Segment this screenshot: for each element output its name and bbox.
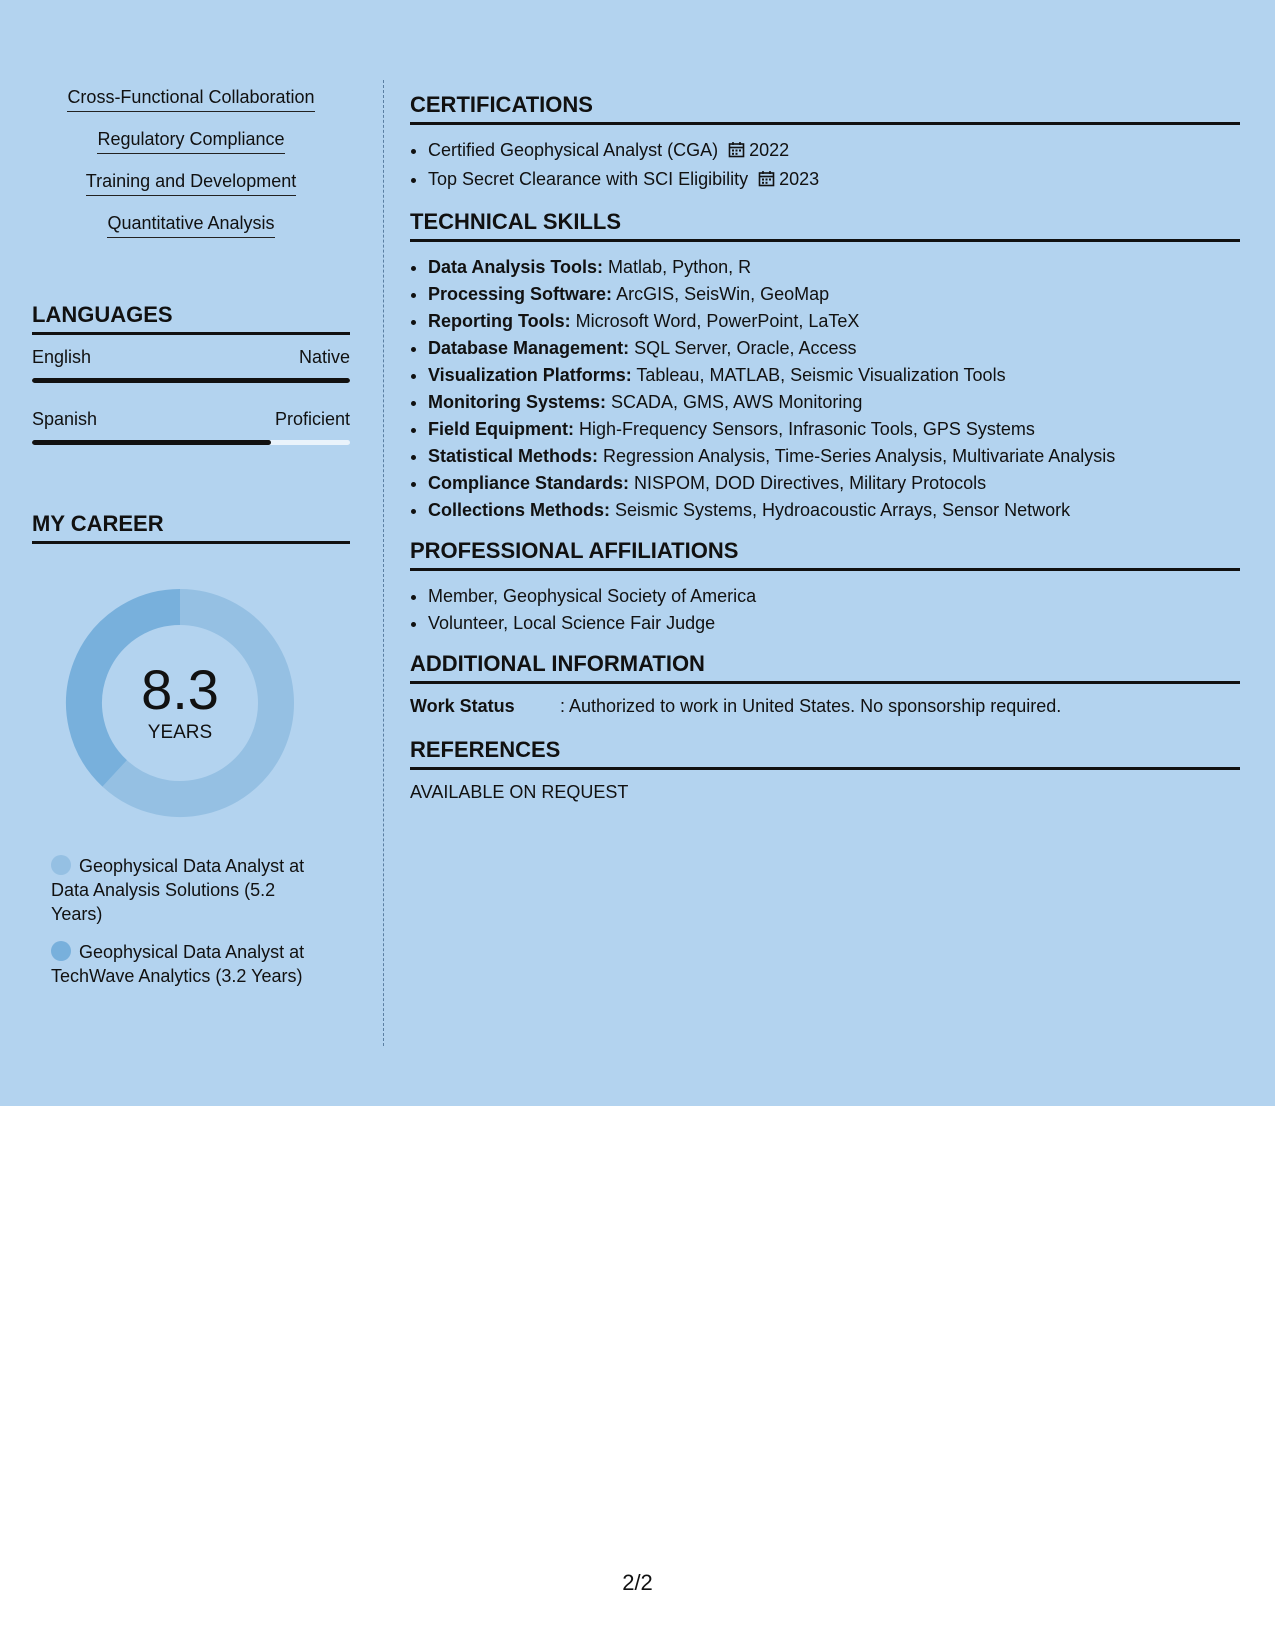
language-bar: [32, 440, 350, 445]
skill-label: Visualization Platforms:: [428, 365, 632, 385]
skill-label: Processing Software:: [428, 284, 613, 304]
affiliations-title: PROFESSIONAL AFFILIATIONS: [410, 538, 1240, 571]
list-item: [428, 362, 1240, 389]
language-name: Spanish: [32, 409, 98, 429]
list-item: [428, 254, 1240, 281]
skill-value: ArcGIS, SeisWin, GeoMap: [612, 284, 830, 304]
list-item: [428, 497, 1240, 524]
column-divider: [383, 80, 384, 1046]
skill-label: Monitoring Systems:: [428, 392, 607, 412]
technical-skills-section: [410, 209, 1240, 524]
skill-label: Field Equipment:: [428, 419, 574, 439]
legend-label: Geophysical Data Analyst at TechWave Analytics (3.2 Years): [51, 942, 305, 986]
list-item: [428, 281, 1240, 308]
list-item: [428, 416, 1240, 443]
list-item: [428, 166, 1240, 195]
skill-value: Microsoft Word, PowerPoint, LaTeX: [570, 311, 860, 331]
legend-dot: [51, 941, 71, 961]
list-item: • Volunteer, Local Science Fair Judge: [428, 610, 1240, 637]
technical-skills-title: TECHNICAL SKILLS: [410, 209, 1240, 242]
references-text: AVAILABLE ON REQUEST: [410, 782, 629, 802]
skill-tags: [32, 80, 350, 248]
career-title: MY CAREER: [32, 511, 350, 544]
calendar-icon: [728, 139, 745, 166]
work-status-value: : Authorized to work in United States. No sponsorship required.: [560, 696, 1062, 716]
language-bar: [32, 378, 350, 383]
list-item: [428, 308, 1240, 335]
career-donut: [65, 588, 295, 818]
skill-value: SQL Server, Oracle, Access: [629, 338, 857, 358]
list-item: [428, 335, 1240, 362]
languages-section: [32, 302, 350, 445]
references-title: REFERENCES: [410, 737, 1240, 770]
legend-label: Geophysical Data Analyst at Data Analysis Solutions (5.2 Years): [51, 856, 305, 924]
additional-info-title: ADDITIONAL INFORMATION: [410, 651, 1240, 684]
language-level: Native: [298, 347, 350, 367]
language-row: [32, 347, 350, 383]
skill-value: NISPOM, DOD Directives, Military Protocols: [629, 473, 987, 493]
legend-item: [51, 940, 331, 988]
skill-label: Database Management:: [428, 338, 630, 358]
list-item: [428, 389, 1240, 416]
legend-dot: [51, 855, 71, 875]
affiliations-section: [410, 538, 1240, 637]
list-item: • Member, Geophysical Society of America: [428, 583, 1240, 610]
left-column: [32, 80, 350, 1002]
skill-value: High-Frequency Sensors, Infrasonic Tools, GPS Systems: [574, 419, 1035, 439]
certification-year: 2022: [749, 140, 790, 160]
legend-item: [51, 854, 331, 926]
language-name: English: [32, 347, 92, 367]
skill-value: SCADA, GMS, AWS Monitoring: [606, 392, 863, 412]
career-legend: [51, 854, 331, 988]
certification-year: 2023: [779, 169, 820, 189]
certification-name: Top Secret Clearance with SCI Eligibility: [428, 169, 749, 189]
calendar-icon: [758, 168, 775, 195]
skill-value: Seismic Systems, Hydroacoustic Arrays, Sensor Network: [610, 500, 1071, 520]
language-row: [32, 409, 350, 445]
skill-tag: Regulatory Compliance: [97, 129, 284, 154]
affiliations-list: [410, 583, 1240, 637]
skill-tag: Training and Development: [86, 171, 296, 196]
skill-label: Collections Methods:: [428, 500, 611, 520]
certification-name: Certified Geophysical Analyst (CGA): [428, 140, 719, 160]
work-status-label: Work Status: [410, 696, 515, 716]
list-item: [428, 470, 1240, 497]
language-bar-fill: [32, 378, 350, 383]
certifications-list: [410, 137, 1240, 195]
references-section: [410, 737, 1240, 803]
language-bar-fill: [32, 440, 271, 445]
skill-label: Data Analysis Tools:: [428, 257, 604, 277]
certifications-title: CERTIFICATIONS: [410, 92, 1240, 125]
list-item: [428, 137, 1240, 166]
certifications-section: [410, 92, 1240, 195]
career-total-unit: YEARS: [147, 722, 213, 743]
right-column: [410, 92, 1240, 803]
page-number: 2/2: [622, 1570, 653, 1595]
career-section: [32, 511, 350, 988]
languages-title: LANGUAGES: [32, 302, 350, 335]
skill-label: Compliance Standards:: [428, 473, 630, 493]
skill-value: Tableau, MATLAB, Seismic Visualization Tools: [631, 365, 1006, 385]
work-status-row: [410, 696, 1240, 717]
skill-label: Statistical Methods:: [428, 446, 599, 466]
additional-info-section: [410, 651, 1240, 717]
technical-skills-list: [410, 254, 1240, 524]
skill-label: Reporting Tools:: [428, 311, 571, 331]
list-item: [428, 443, 1240, 470]
skill-value: Regression Analysis, Time-Series Analysis, Multivariate Analysis: [598, 446, 1116, 466]
career-total-value: 8.3: [141, 658, 219, 721]
skill-value: Matlab, Python, R: [603, 257, 752, 277]
language-level: Proficient: [274, 409, 350, 429]
skill-tag: Quantitative Analysis: [107, 213, 274, 238]
skill-tag: Cross-Functional Collaboration: [67, 87, 314, 112]
